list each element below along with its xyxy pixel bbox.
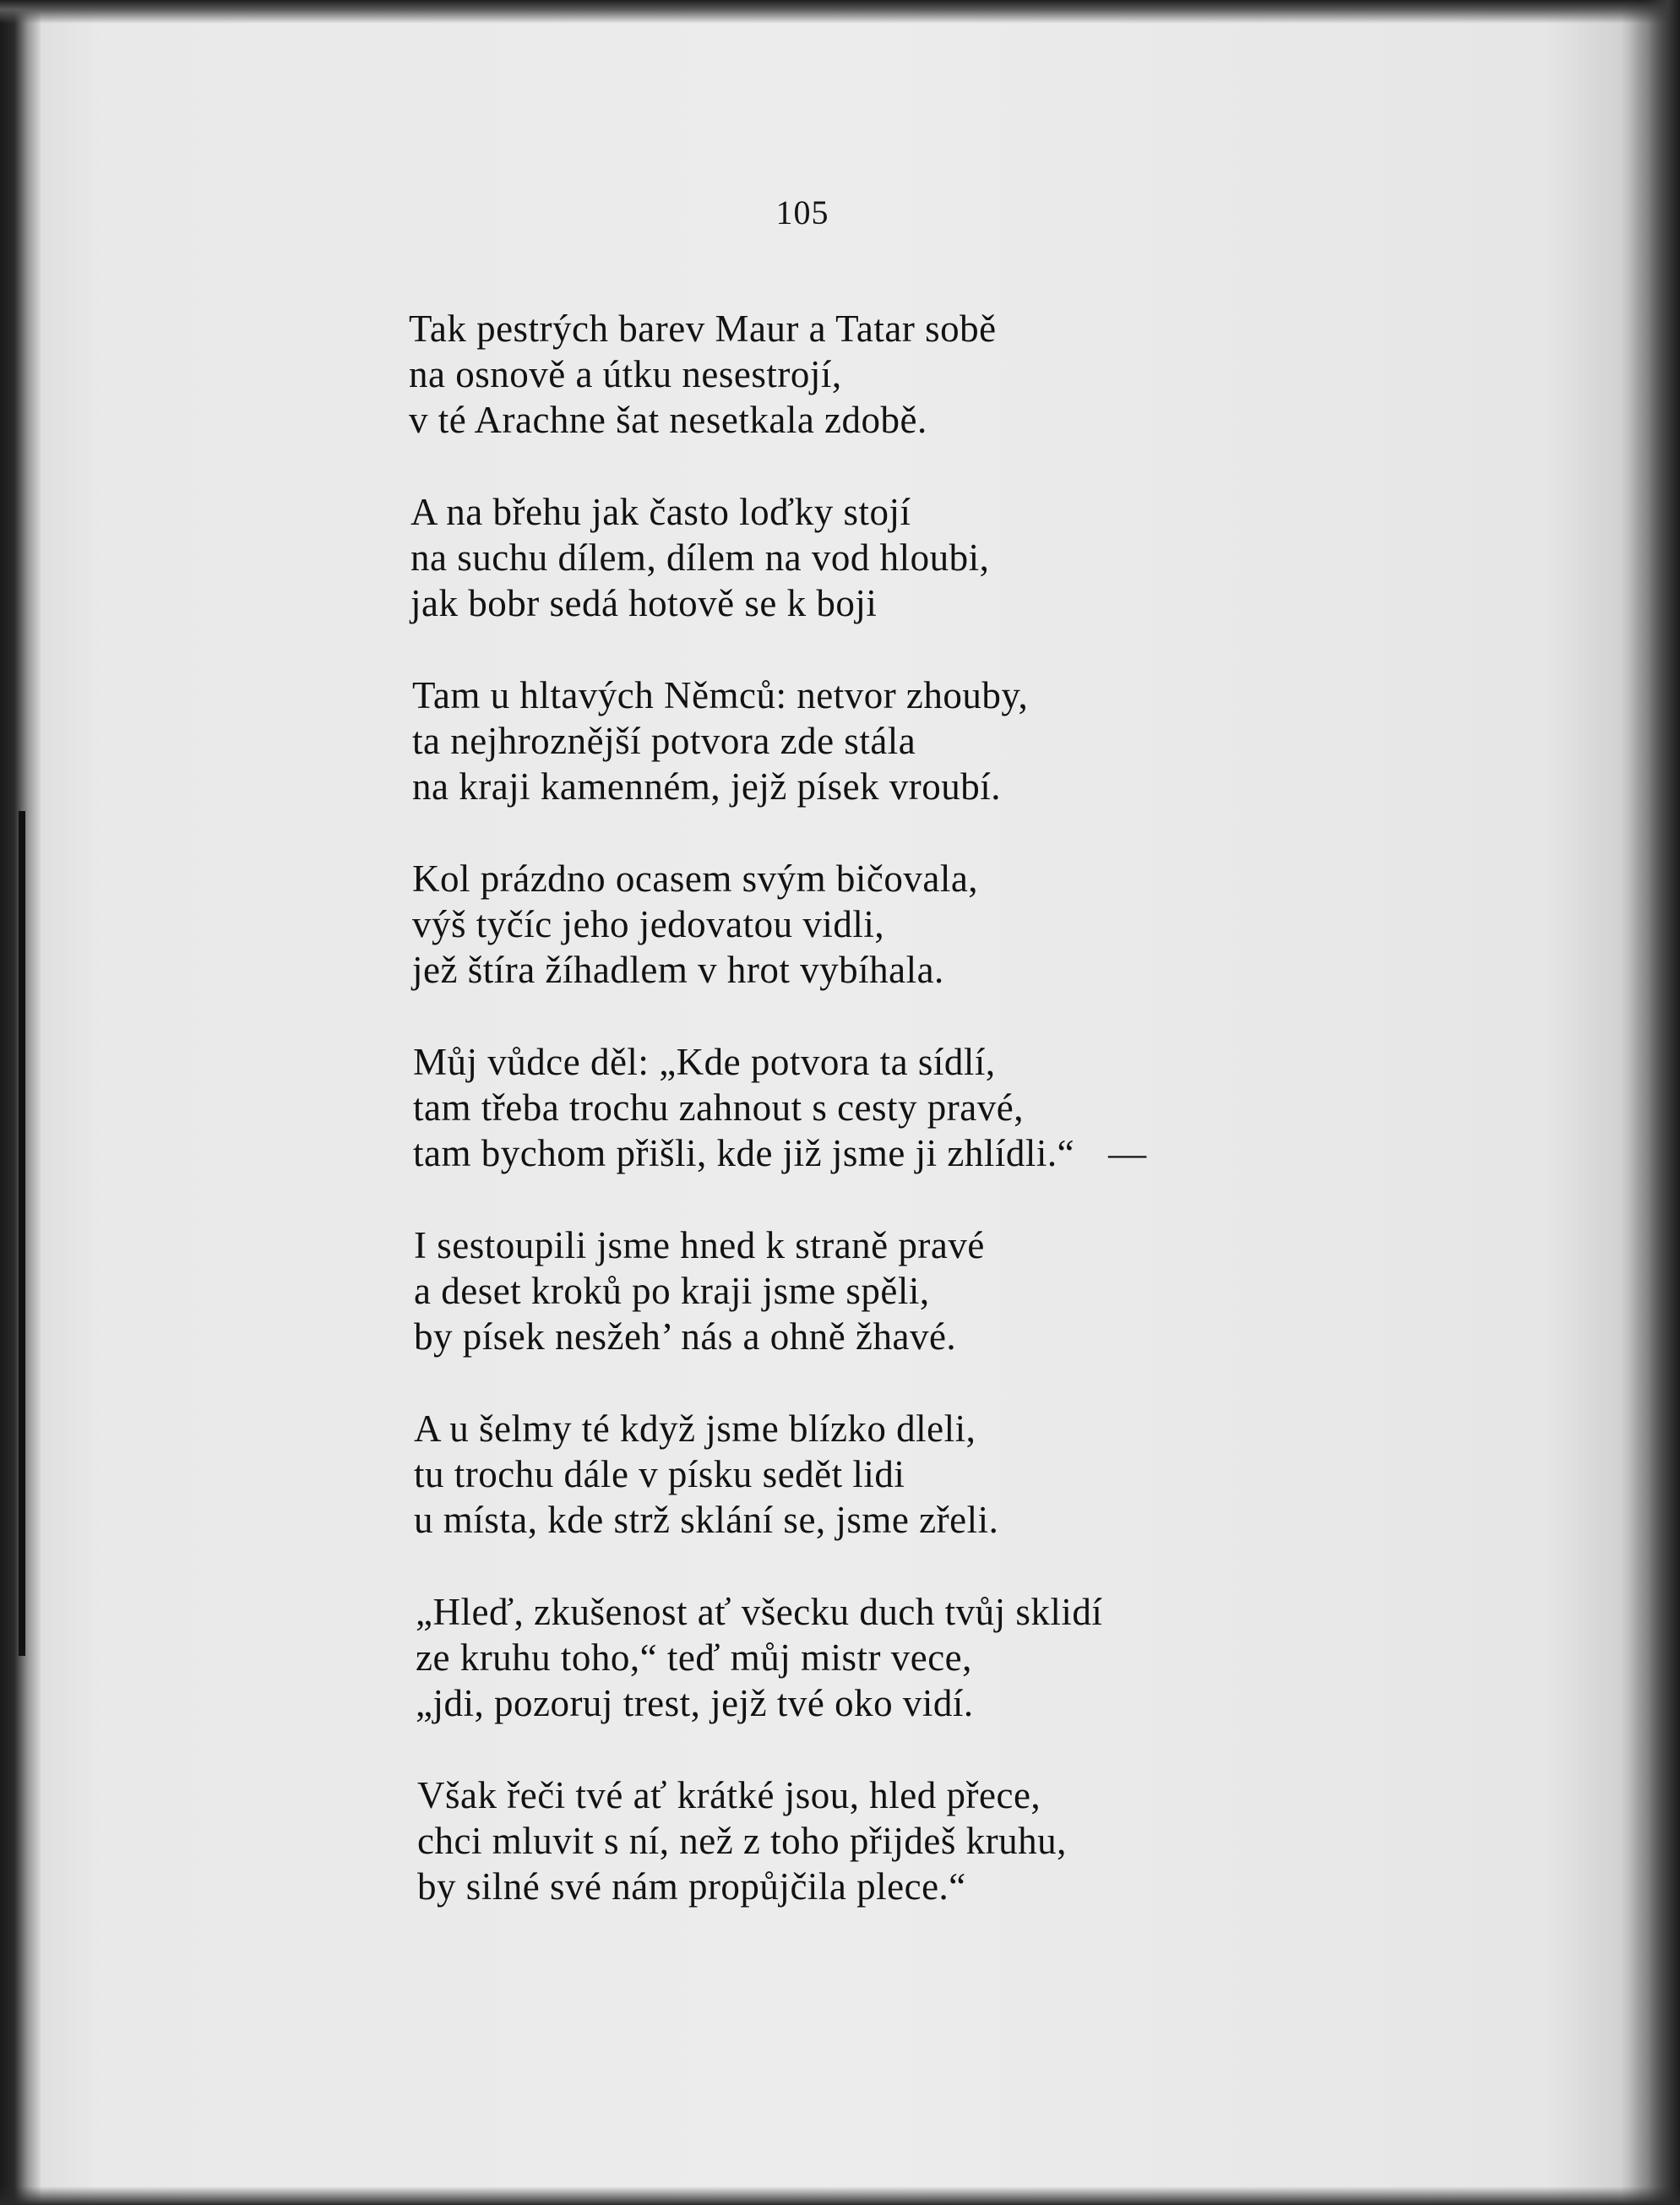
verse-line: na suchu dílem, dílem na vod hloubi, (410, 536, 990, 579)
verse-line: Tak pestrých barev Maur a Tatar sobě (409, 308, 997, 350)
verse-line: Můj vůdce děl: „Kde potvora ta sídlí, (413, 1041, 996, 1083)
bottom-edge-shadow (0, 2186, 1680, 2205)
top-edge-shadow (0, 0, 1680, 24)
verse-line: „Hleď, zkušenost ať všecku duch tvůj sklidí (416, 1591, 1103, 1633)
verse-line: A u šelmy té když jsme blízko dleli, (414, 1407, 976, 1450)
verse-line: na kraji kamenném, jejž písek vroubí. (412, 765, 1002, 808)
verse-line: chci mluvit s ní, než z toho přijdeš kruhu, (417, 1820, 1067, 1862)
verse-line: u místa, kde strž sklání se, jsme zřeli. (414, 1499, 999, 1541)
trailing-dash: — (1108, 1132, 1147, 1174)
verse-line: Však řeči tvé ať krátké jsou, hled přece, (417, 1774, 1041, 1816)
verse-line: jež štíra žíhadlem v hrot vybíhala. (412, 949, 944, 991)
verse-line: tam třeba trochu zahnout s cesty pravé, (413, 1086, 1024, 1129)
stanza-4 (412, 856, 1422, 993)
verse-line: by písek nesžeh’ nás a ohně žhavé. (414, 1315, 957, 1358)
stanza-5 (413, 1039, 1422, 1176)
verse-line: tu trochu dále v písku sedět lidi (414, 1453, 905, 1495)
verse-line: I sestoupili jsme hned k straně pravé (414, 1224, 985, 1266)
poem-text (409, 306, 1422, 1956)
stanza-6 (414, 1222, 1422, 1359)
verse-line: Kol prázdno ocasem svým bičovala, (412, 858, 979, 900)
stanza-3 (412, 672, 1422, 809)
verse-line: A na břehu jak často loďky stojí (410, 491, 911, 533)
verse-line: ta nejhroznější potvora zde stála (412, 720, 916, 762)
stanza-1 (409, 306, 1422, 443)
right-edge-shadow (1621, 0, 1680, 2205)
verse-line: na osnově a útku nesestrojí, (409, 353, 842, 395)
stanza-7 (414, 1406, 1422, 1543)
verse-line-text: tam bychom přišli, kde již jsme ji zhlídli.“ (413, 1132, 1075, 1174)
stanza-9 (417, 1772, 1422, 1909)
stanza-2 (410, 489, 1422, 626)
spine-binding-line (19, 811, 25, 1656)
verse-line-with-dash (413, 1130, 1422, 1176)
verse-line: a deset kroků po kraji jsme spěli, (414, 1270, 930, 1312)
stanza-8 (416, 1589, 1422, 1726)
verse-line: výš tyčíc jeho jedovatou vidli, (412, 903, 885, 945)
verse-line: Tam u hltavých Němců: netvor zhouby, (412, 674, 1029, 716)
verse-line: ze kruhu toho,“ teď můj mistr vece, (416, 1636, 972, 1679)
verse-line: v té Arachne šat nesetkala zdobě. (409, 399, 927, 441)
verse-line: „jdi, pozoruj trest, jejž tvé oko vidí. (416, 1682, 974, 1724)
verse-line: by silné své nám propůjčila plece.“ (417, 1865, 966, 1908)
verse-line: jak bobr sedá hotově se k boji (410, 582, 878, 624)
page-number: 105 (775, 193, 829, 231)
